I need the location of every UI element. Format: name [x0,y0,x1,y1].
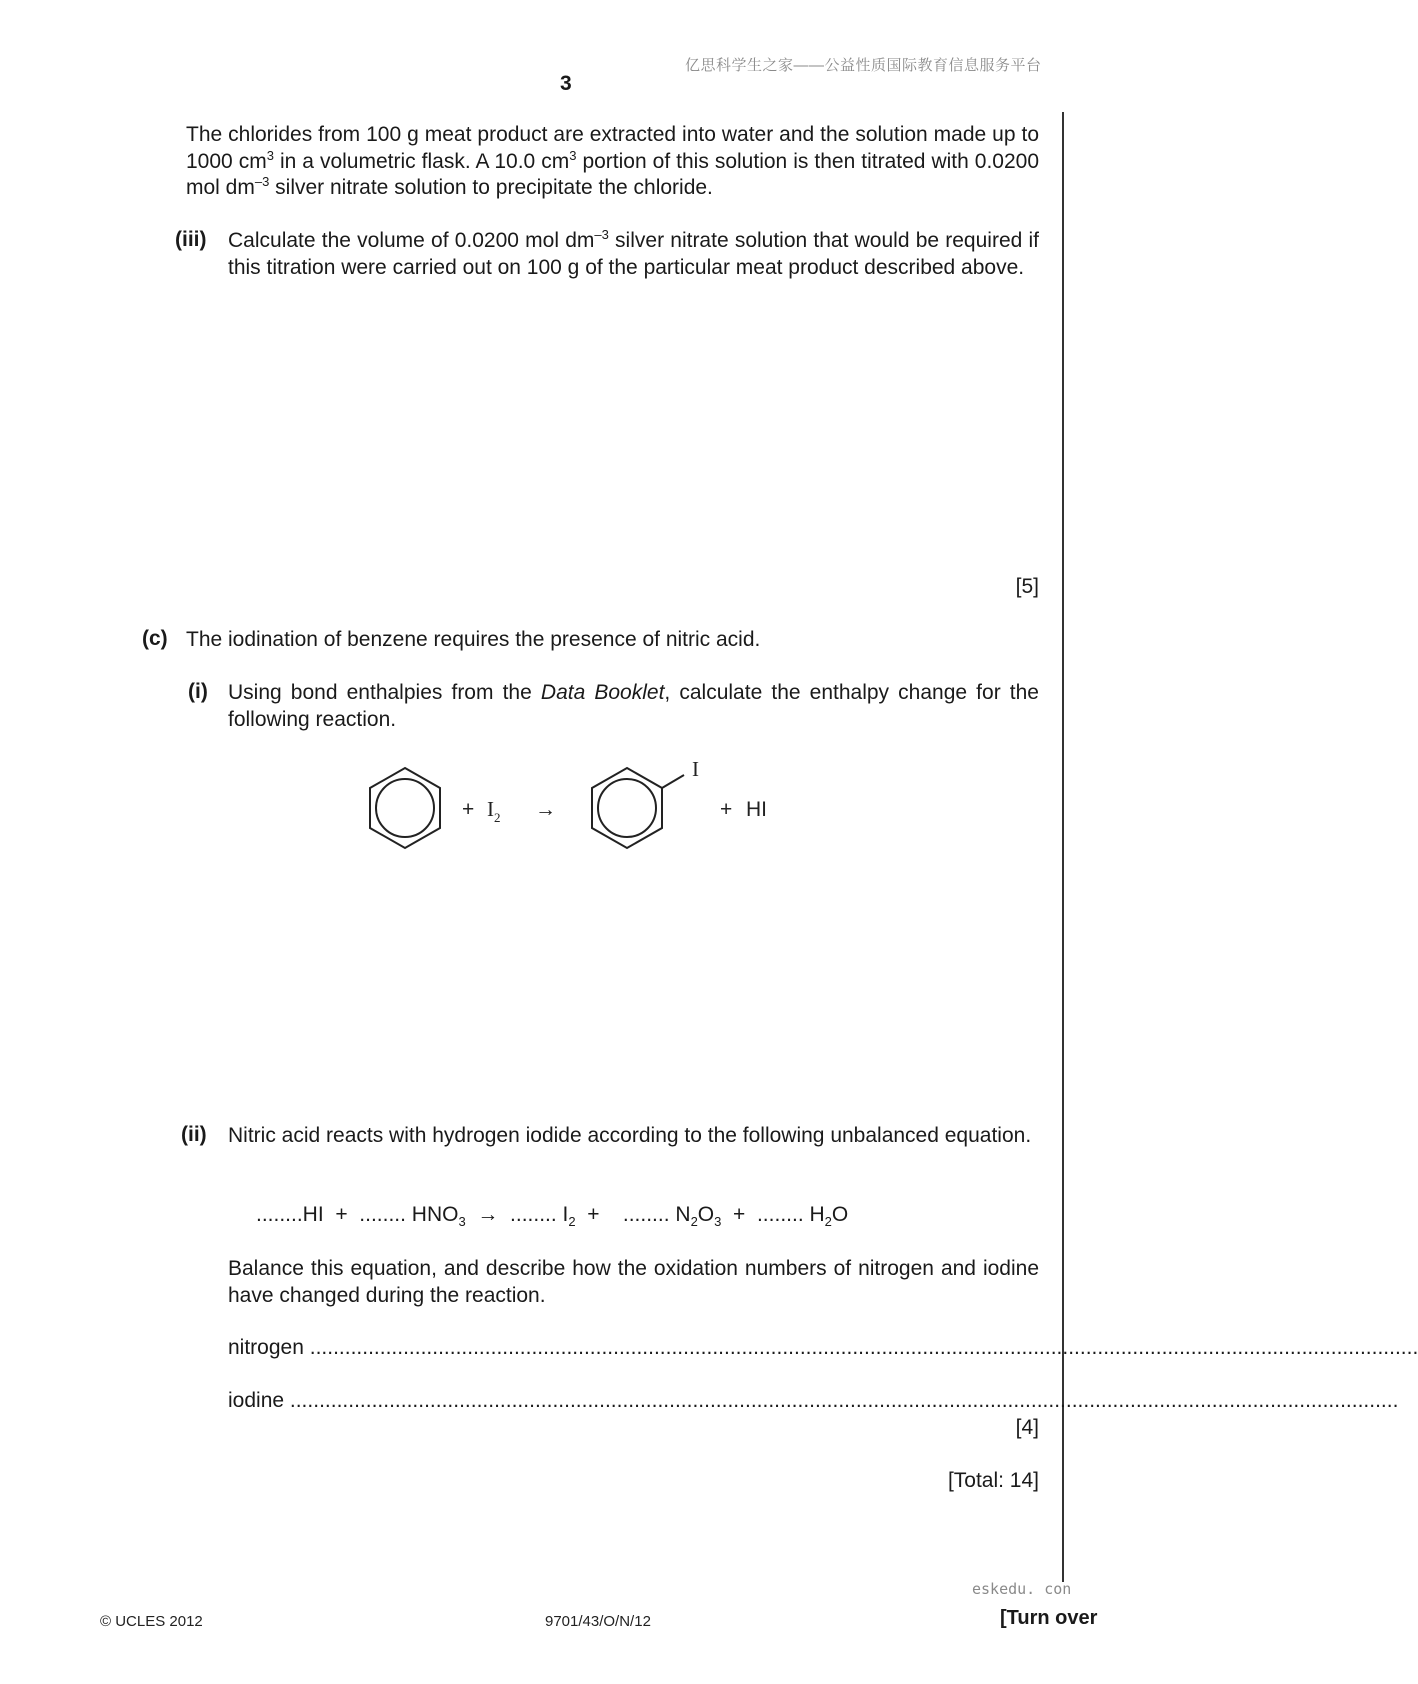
unbalanced-equation: ........HI + ........ $HNO_3$ → ........ $I_2$ + ........ $N_2O_3$ + ........ $H_2O$ [256,1203,849,1230]
question-c-text: The iodination of benzene requires the presence of nitric acid. [186,628,761,651]
iodo-substituent-label: I [692,757,699,781]
intro-paragraph: The chlorides from 100 g meat product are extracted into water and the solution made up to 1000 $cm^3$ in a volumetric flask. A 10.0 $cm^3$ portion of this solution is then titrated with 0.0200 mol $dm^{-3}$ silver nitrate solution to precipitate the chloride. [186,123,1040,199]
iodine-answer-line[interactable] [228,1389,1399,1413]
header-watermark: 亿思科学生之家——公益性质国际教育信息服务平台 [685,57,1042,74]
site-watermark: eskedu. con [972,1580,1072,1598]
question-ii-label: (ii) [181,1123,207,1146]
question-i-label: (i) [188,680,208,703]
nitrogen-answer-line[interactable] [228,1336,1418,1360]
total-mark: [Total: 14] [947,1469,1039,1492]
question-ii-text: Nitric acid reacts with hydrogen iodide according to the following unbalanced equation. [228,1124,1032,1147]
benzene-ring [370,768,440,848]
plus-sign: + [462,798,475,821]
iodination-reaction-diagram [360,750,800,860]
question-i-text: Using bond enthalpies from the Data Booklet, calculate the enthalpy change for the following reaction. [228,681,1039,731]
nitrogen-label: nitrogen [228,1336,310,1359]
nitrogen-dots: .............................................................................................................................................................................................. [309,1336,1418,1359]
mark-iii: [5] [1015,575,1039,598]
copyright: © UCLES 2012 [100,1613,203,1630]
iodine-label: iodine [228,1389,290,1412]
question-ii-instruction: Balance this equation, and describe how the oxidation numbers of nitrogen and iodine have changed during the reaction. [228,1257,1039,1307]
iodine-molecule: $I_2$ [487,797,501,825]
hydrogen-iodide: HI [746,798,767,821]
iodine-dots: .............................................................................................................................................................................................. [289,1389,1399,1412]
reaction-arrow: → [535,798,556,821]
question-iii-label: (iii) [175,228,207,251]
iodobenzene-ring [592,768,684,848]
paper-code: 9701/43/O/N/12 [545,1613,651,1630]
page-number: 3 [560,72,572,95]
question-c-label: (c) [142,627,168,650]
question-iii-text: Calculate the volume of 0.0200 mol $dm^{-3}$ silver nitrate solution that would be required if this titration were carried out on 100 g of the particular meat product described above. [228,227,1039,279]
turn-over: [Turn over [1000,1607,1098,1629]
margin-rule [1062,112,1064,1582]
plus-sign: + [720,798,733,821]
mark-ii: [4] [1015,1416,1039,1439]
